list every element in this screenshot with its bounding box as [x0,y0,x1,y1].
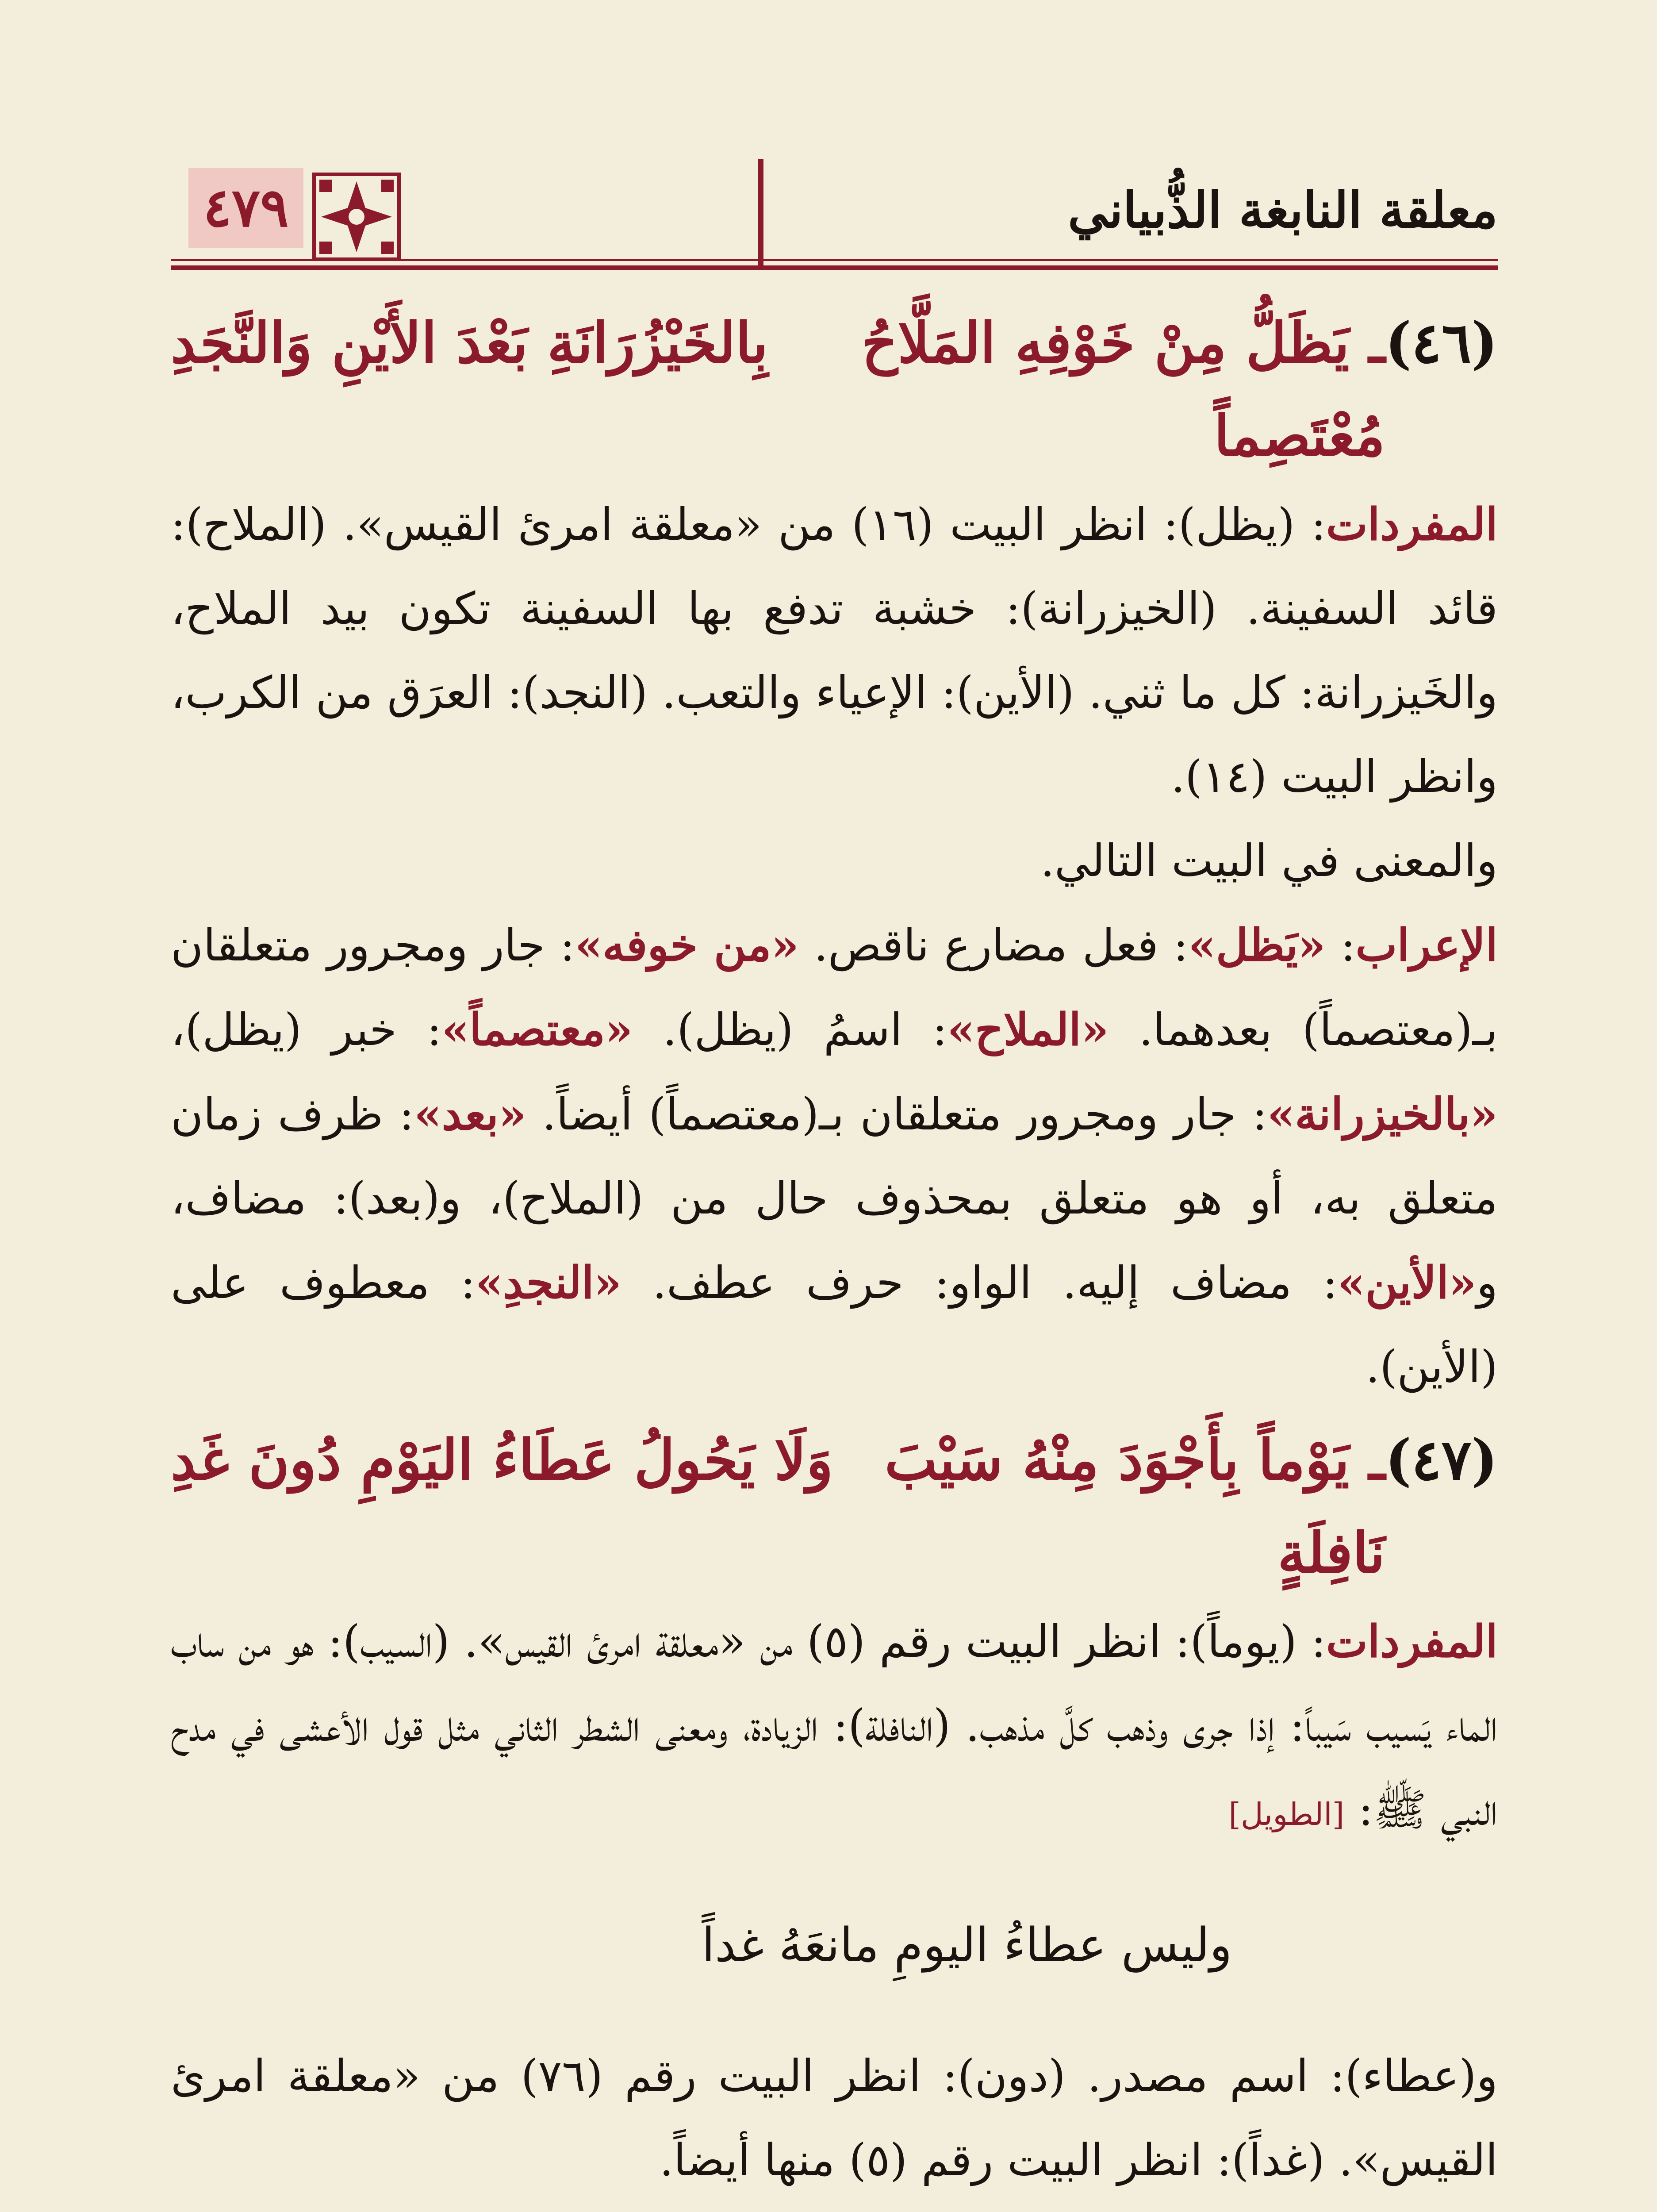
verse-47 [171,1413,1498,1599]
grammar-keyword: «الأين» [1337,1256,1477,1309]
grammar-keyword: «بالخيزرانة» [1267,1088,1498,1140]
meaning-note: والمعنى في البيت التالي. [1040,835,1498,887]
grammar-segment: : فعل مضارع ناقص. [799,919,1189,971]
page-header [171,133,1498,265]
section-label: المفردات [1326,1615,1498,1667]
header-divider [758,159,763,265]
grammar-paragraph [171,903,1498,1409]
verse-hemistich-1: ـ يَوْماً بِأَجْوَدَ مِنْهُ سَيْبَ نَافِلَةٍ [885,1427,1385,1586]
grammar-segment: : خبر (يظل)، [171,1004,442,1056]
grammar-segment: : معطوف على (الأين). [171,1257,1498,1393]
section-label: الإعراب [1355,919,1498,971]
section-label: المفردات [1326,498,1498,550]
grammar-keyword: «معتصماً» [441,1003,633,1056]
meaning-paragraph [171,2202,1498,2212]
verse-46 [171,296,1498,482]
quoted-poem-line: وليس عطاءُ اليومِ مانعَهُ غداً [702,1918,1232,1972]
verse-hemistich-2: وَلَا يَحُولُ عَطَاءُ اليَوْمِ دُونَ غَدِ [171,1427,833,1493]
verse-hemistich-2: بِالخَيْزُرَانَةِ بَعْدَ الأَيْنِ وَالنَّجَدِ [171,310,768,376]
verse-number: (٤٧) [1385,1427,1498,1493]
grammar-keyword: «من خوفه» [575,919,799,971]
vocabulary-paragraph [171,482,1498,819]
vocabulary-text: : (يظل): انظر البيت (١٦) من «معلقة امرئ القيس». (الملاح): قائد السفينة. (الخيزرانة): خشبة تدفع بها السفينة تكون بيد الملاح، والخَيزرانة: كل ما ثني. (الأين): الإعياء والتعب. (النجد): العرَق من الكرب، وانظر البيت (١٤). [171,499,1498,803]
verse-hemistich-1: ـ يَظَلُّ مِنْ خَوْفِهِ المَلَّاحُ مُعْتَصِماً [862,310,1385,469]
grammar-segment: : مضاف إليه. الواو: حرف عطف. [621,1257,1338,1309]
vocabulary-continuation: و(عطاء): اسم مصدر. (دون): انظر البيت رقم (٧٦) من «معلقة امرئ القيس». (غداً): انظر البيت رقم (٥) منها أيضاً. [171,2050,1498,2186]
meter-label: [الطويل] [1228,1796,1345,1832]
grammar-segment: : جار ومجرور متعلقان بـ(معتصماً) بعدهما. [171,919,1498,1056]
grammar-keyword: «يَظل» [1188,919,1326,971]
grammar-segment: : [1325,919,1356,971]
verse-number: (٤٦) [1385,310,1498,376]
grammar-keyword: «الملاح» [947,1003,1109,1056]
grammar-segment: : اسمُ (يظل). [633,1004,947,1056]
grammar-keyword: «النجدِ» [475,1256,622,1309]
grammar-segment: : ظرف زمان متعلق به، أو هو متعلق بمحذوف حال من (الملاح)، و(بعد): مضاف، و [171,1088,1498,1309]
page-content [171,292,1498,2212]
page-number: ٤٧٩ [188,168,303,248]
running-title: معلقة النابغة الذُّبياني [1068,181,1498,239]
vocabulary-paragraph [171,1599,1498,1856]
grammar-keyword: «بعد» [414,1088,526,1140]
page-number-box [171,159,507,257]
grammar-segment: : جار ومجرور متعلقان بـ(معتصماً) أيضاً. [526,1088,1267,1140]
vocabulary-text: : (يوماً): انظر البيت رقم (٥) من «معلقة امرئ القيس». (السيب): هو من ساب الماء يَسيب سَيباً: إذا جرى وذهب كلَّ مذهب. (النافلة): الزيادة، ومعنى الشطر الثاني مثل قول الأعشى في مدح النبي ﷺ: [171,1616,1498,1836]
ornament-icon [312,173,401,261]
